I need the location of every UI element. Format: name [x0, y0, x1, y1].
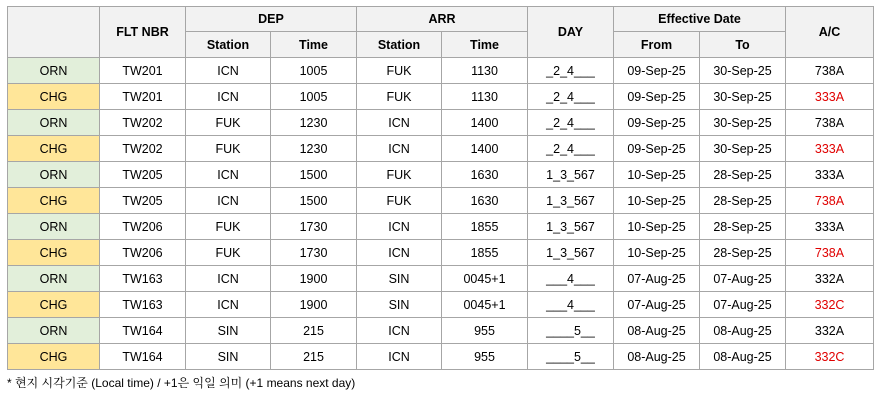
arr-time-cell: 1855 — [442, 214, 528, 240]
arr-station-header: Station — [357, 32, 442, 58]
type-cell: ORN — [8, 214, 100, 240]
flight-number-cell: TW201 — [100, 84, 186, 110]
to-date-cell: 30-Sep-25 — [700, 84, 786, 110]
arr-station-cell: ICN — [357, 344, 442, 370]
dep-time-cell: 1005 — [271, 58, 357, 84]
dep-station-cell: SIN — [186, 318, 271, 344]
type-cell: ORN — [8, 266, 100, 292]
flight-number-cell: TW163 — [100, 292, 186, 318]
from-date-cell: 10-Sep-25 — [614, 240, 700, 266]
type-cell: CHG — [8, 344, 100, 370]
aircraft-cell: 332A — [786, 318, 874, 344]
table-row — [8, 162, 874, 188]
table-row — [8, 58, 874, 84]
arr-station-cell: FUK — [357, 58, 442, 84]
day-cell: _2_4___ — [528, 110, 614, 136]
arr-header: ARR — [357, 7, 528, 32]
day-cell: _2_4___ — [528, 84, 614, 110]
flight-number-cell: TW201 — [100, 58, 186, 84]
arr-time-cell: 1855 — [442, 240, 528, 266]
arr-station-cell: SIN — [357, 266, 442, 292]
to-date-cell: 30-Sep-25 — [700, 136, 786, 162]
arr-station-cell: ICN — [357, 136, 442, 162]
table-row — [8, 136, 874, 162]
arr-time-cell: 1630 — [442, 188, 528, 214]
day-cell: ____5__ — [528, 344, 614, 370]
dep-time-cell: 1005 — [271, 84, 357, 110]
dep-time-cell: 1730 — [271, 240, 357, 266]
to-date-cell: 28-Sep-25 — [700, 188, 786, 214]
from-date-cell: 08-Aug-25 — [614, 318, 700, 344]
footnote: * 현지 시각기준 (Local time) / +1은 익일 의미 (+1 means next day) — [7, 376, 356, 390]
schedule-body — [8, 58, 874, 370]
aircraft-cell: 738A — [786, 110, 874, 136]
flight-schedule-table — [7, 6, 874, 370]
table-row — [8, 84, 874, 110]
effective-date-header: Effective Date — [614, 7, 786, 32]
to-date-cell: 08-Aug-25 — [700, 344, 786, 370]
table-row — [8, 318, 874, 344]
aircraft-cell: 738A — [786, 188, 874, 214]
dep-station-cell: FUK — [186, 136, 271, 162]
type-cell: ORN — [8, 110, 100, 136]
from-date-cell: 09-Sep-25 — [614, 58, 700, 84]
day-cell: 1_3_567 — [528, 188, 614, 214]
day-cell: ___4___ — [528, 266, 614, 292]
day-cell: 1_3_567 — [528, 240, 614, 266]
day-header: DAY — [528, 7, 614, 58]
day-cell: _2_4___ — [528, 58, 614, 84]
dep-time-cell: 1230 — [271, 136, 357, 162]
dep-station-cell: ICN — [186, 84, 271, 110]
arr-time-cell: 0045+1 — [442, 292, 528, 318]
aircraft-cell: 333A — [786, 162, 874, 188]
flight-number-cell: TW163 — [100, 266, 186, 292]
dep-station-cell: FUK — [186, 110, 271, 136]
arr-station-cell: ICN — [357, 240, 442, 266]
dep-time-cell: 1500 — [271, 188, 357, 214]
arr-time-cell: 1130 — [442, 84, 528, 110]
flight-number-cell: TW202 — [100, 136, 186, 162]
type-cell: CHG — [8, 188, 100, 214]
to-date-cell: 07-Aug-25 — [700, 292, 786, 318]
arr-station-cell: ICN — [357, 214, 442, 240]
flight-number-cell: TW206 — [100, 214, 186, 240]
type-cell: ORN — [8, 58, 100, 84]
dep-time-cell: 1500 — [271, 162, 357, 188]
aircraft-cell: 332A — [786, 266, 874, 292]
dep-station-cell: ICN — [186, 58, 271, 84]
from-date-cell: 10-Sep-25 — [614, 188, 700, 214]
table-row — [8, 292, 874, 318]
from-date-cell: 07-Aug-25 — [614, 292, 700, 318]
arr-station-cell: FUK — [357, 162, 442, 188]
arr-station-cell: SIN — [357, 292, 442, 318]
arr-time-cell: 1400 — [442, 136, 528, 162]
dep-time-header: Time — [271, 32, 357, 58]
table-row — [8, 240, 874, 266]
to-date-cell: 07-Aug-25 — [700, 266, 786, 292]
dep-header: DEP — [186, 7, 357, 32]
table-row — [8, 214, 874, 240]
from-date-cell: 09-Sep-25 — [614, 110, 700, 136]
to-date-cell: 28-Sep-25 — [700, 162, 786, 188]
arr-station-cell: FUK — [357, 84, 442, 110]
flight-number-cell: TW164 — [100, 318, 186, 344]
aircraft-cell: 332C — [786, 344, 874, 370]
from-date-cell: 09-Sep-25 — [614, 136, 700, 162]
table-row — [8, 266, 874, 292]
to-date-cell: 30-Sep-25 — [700, 58, 786, 84]
from-header: From — [614, 32, 700, 58]
from-date-cell: 07-Aug-25 — [614, 266, 700, 292]
day-cell: _2_4___ — [528, 136, 614, 162]
arr-time-header: Time — [442, 32, 528, 58]
dep-station-cell: ICN — [186, 162, 271, 188]
aircraft-cell: 738A — [786, 240, 874, 266]
dep-station-cell: ICN — [186, 292, 271, 318]
arr-station-cell: ICN — [357, 318, 442, 344]
flt-nbr-header: FLT NBR — [100, 7, 186, 58]
table-row — [8, 188, 874, 214]
dep-time-cell: 1730 — [271, 214, 357, 240]
flight-number-cell: TW206 — [100, 240, 186, 266]
day-cell: ___4___ — [528, 292, 614, 318]
table-row — [8, 344, 874, 370]
dep-station-cell: FUK — [186, 240, 271, 266]
arr-time-cell: 1400 — [442, 110, 528, 136]
to-date-cell: 08-Aug-25 — [700, 318, 786, 344]
arr-station-cell: ICN — [357, 110, 442, 136]
dep-station-cell: ICN — [186, 266, 271, 292]
day-cell: ____5__ — [528, 318, 614, 344]
aircraft-cell: 333A — [786, 136, 874, 162]
from-date-cell: 09-Sep-25 — [614, 84, 700, 110]
from-date-cell: 10-Sep-25 — [614, 162, 700, 188]
aircraft-cell: 738A — [786, 58, 874, 84]
aircraft-cell: 332C — [786, 292, 874, 318]
ac-header: A/C — [786, 7, 874, 58]
type-cell: ORN — [8, 162, 100, 188]
flight-number-cell: TW205 — [100, 162, 186, 188]
dep-time-cell: 215 — [271, 344, 357, 370]
arr-time-cell: 0045+1 — [442, 266, 528, 292]
type-cell: ORN — [8, 318, 100, 344]
arr-time-cell: 1630 — [442, 162, 528, 188]
arr-time-cell: 955 — [442, 318, 528, 344]
arr-time-cell: 1130 — [442, 58, 528, 84]
type-cell: CHG — [8, 136, 100, 162]
flight-number-cell: TW205 — [100, 188, 186, 214]
table-row — [8, 110, 874, 136]
header-row-top — [8, 7, 874, 32]
arr-time-cell: 955 — [442, 344, 528, 370]
aircraft-cell: 333A — [786, 84, 874, 110]
aircraft-cell: 333A — [786, 214, 874, 240]
from-date-cell: 08-Aug-25 — [614, 344, 700, 370]
dep-station-cell: ICN — [186, 188, 271, 214]
flight-number-cell: TW202 — [100, 110, 186, 136]
type-cell: CHG — [8, 84, 100, 110]
to-date-cell: 30-Sep-25 — [700, 110, 786, 136]
type-header — [8, 7, 100, 58]
to-header: To — [700, 32, 786, 58]
dep-station-header: Station — [186, 32, 271, 58]
arr-station-cell: FUK — [357, 188, 442, 214]
from-date-cell: 10-Sep-25 — [614, 214, 700, 240]
to-date-cell: 28-Sep-25 — [700, 214, 786, 240]
day-cell: 1_3_567 — [528, 162, 614, 188]
dep-time-cell: 215 — [271, 318, 357, 344]
flight-number-cell: TW164 — [100, 344, 186, 370]
dep-time-cell: 1900 — [271, 266, 357, 292]
dep-time-cell: 1230 — [271, 110, 357, 136]
to-date-cell: 28-Sep-25 — [700, 240, 786, 266]
dep-station-cell: SIN — [186, 344, 271, 370]
dep-time-cell: 1900 — [271, 292, 357, 318]
type-cell: CHG — [8, 292, 100, 318]
type-cell: CHG — [8, 240, 100, 266]
dep-station-cell: FUK — [186, 214, 271, 240]
day-cell: 1_3_567 — [528, 214, 614, 240]
